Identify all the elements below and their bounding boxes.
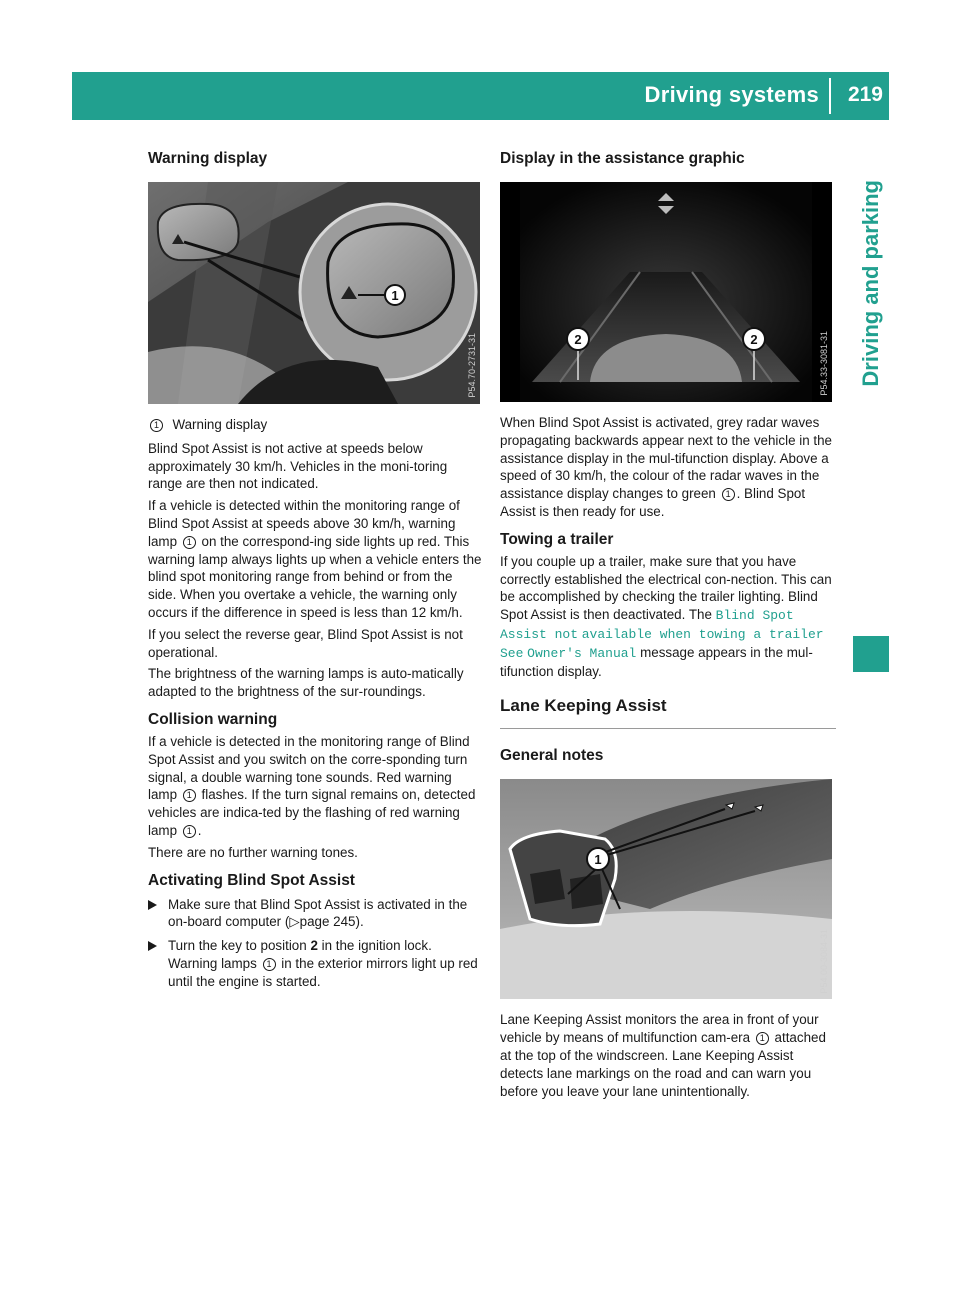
ref-number: 1 — [722, 488, 735, 501]
heading-general-notes: General notes — [500, 747, 604, 765]
left-column — [148, 150, 482, 995]
text-run: message appears in the mul-tifunction display. — [500, 644, 813, 679]
figure-code: P54.33-3081-31 — [819, 331, 829, 396]
figure-caption — [148, 416, 482, 434]
text-run: in the exterior mirrors light up red until the engine is started. — [168, 955, 478, 989]
paragraph: There are no further warning tones. — [148, 844, 358, 860]
heading-lane-keeping: Lane Keeping Assist — [500, 696, 836, 729]
instruction-step — [148, 896, 482, 932]
right-column — [500, 150, 836, 1104]
callout-2-left: 2 — [574, 332, 582, 347]
display-message: Owner's Manual — [527, 645, 637, 661]
heading-warning-display: Warning display — [148, 150, 268, 167]
mirror-warning-figure — [148, 182, 480, 404]
heading-collision-warning: Collision warning — [148, 710, 278, 728]
text-run: If you couple up a trailer, make sure that you have correctly established the electrical con-nection. This can be accomplished by checking the trailer lighting. Blind Spot Assist is then deactivated. The — [500, 553, 832, 623]
callout-2-right: 2 — [750, 332, 758, 347]
paragraph — [148, 733, 482, 840]
ref-number: 1 — [183, 825, 196, 838]
ref-number: 1 — [183, 789, 196, 802]
text-run: flashes. If the turn signal remains on, detected vehicles are indica-ted by the flashing of red warning lamp — [148, 787, 476, 838]
figure-code: P54.70-2731-31 — [467, 333, 477, 398]
text-run: . — [197, 822, 202, 838]
chapter-marker — [853, 636, 889, 672]
figure-code: P54.00-3084-31 — [819, 928, 829, 994]
paragraph: Blind Spot Assist is not active at speeds below approximately 30 km/h. Vehicles in the moni-toring range are then not indicated. — [148, 440, 448, 492]
chapter-tab-label: Driving and parking — [858, 180, 883, 387]
text-run: on the correspond-ing side lights up red. This warning lamp always lights up when a vehicle enters the blind spot monitoring range from behind or from the side. When you overtake a vehicle, the warning only occurs if the difference in speed is less than 12 km/h. — [148, 533, 482, 620]
mirror-illustration — [148, 182, 480, 404]
callout-1: 1 — [594, 852, 602, 868]
text-run: Make sure that Blind Spot Assist is activated in the on-board computer ( — [168, 896, 468, 930]
paragraph — [500, 1011, 836, 1100]
ref-number: 1 — [263, 958, 276, 971]
heading-towing: Towing a trailer — [500, 530, 614, 548]
text-run: Turn the key to position — [168, 938, 307, 954]
arrow-bullet-icon — [148, 941, 157, 951]
paragraph — [148, 497, 482, 622]
paragraph — [500, 553, 836, 681]
header-divider — [829, 78, 831, 114]
paragraph: The brightness of the warning lamps is auto-matically adapted to the brightness of the sur-roundings. — [148, 666, 464, 700]
page-ref-icon: ▷ — [289, 914, 300, 930]
text-run: . Blind Spot Assist is then ready for use. — [500, 486, 806, 519]
assistance-display-figure — [500, 182, 832, 402]
key-position: 2 — [310, 938, 318, 954]
chapter-tab — [853, 180, 889, 600]
instruction-step — [148, 937, 482, 990]
paragraph: If you select the reverse gear, Blind Spot Assist is not operational. — [148, 626, 463, 660]
ref-number: 1 — [183, 536, 196, 549]
windscreen-camera-figure — [500, 779, 832, 999]
page-ref-link[interactable]: page 245). — [299, 914, 364, 930]
heading-activating: Activating Blind Spot Assist — [148, 871, 355, 889]
heading-assistance-graphic: Display in the assistance graphic — [500, 150, 745, 167]
assistance-display-illustration — [500, 182, 832, 402]
text-run: in the ignition lock. Warning lamps — [168, 938, 432, 971]
caption-number: 1 — [150, 419, 163, 432]
text-run: When Blind Spot Assist is activated, grey radar waves propagating backwards appear next to the vehicle in the assistance display in the mul-tifunction display. Above a speed of 30 km/h, the colour of the radar waves in the assistance display changes to green — [500, 415, 833, 502]
text-run: If a vehicle is detected in the monitoring range of Blind Spot Assist and you switch on the corre-sponding turn signal, a double warning tone sounds. Red warning lamp — [148, 733, 470, 803]
callout-1: 1 — [391, 288, 399, 303]
arrow-bullet-icon — [148, 900, 157, 910]
text-run: Lane Keeping Assist monitors the area in front of your vehicle by means of multifunction cam-era — [500, 1012, 819, 1046]
section-title: Driving systems — [644, 82, 819, 107]
paragraph — [500, 414, 836, 521]
text-run: If a vehicle is detected within the monitoring range of Blind Spot Assist at speeds above 30 km/h, warning lamp — [148, 498, 460, 549]
page-header — [72, 72, 889, 120]
windscreen-illustration — [500, 779, 832, 999]
display-message: available when towing a trailer See — [500, 626, 824, 661]
caption-text: Warning display — [172, 417, 268, 432]
page-number: 219 — [847, 83, 883, 106]
display-message: Blind Spot Assist not — [500, 608, 794, 642]
text-run: attached at the top of the windscreen. Lane Keeping Assist detects lane markings on the road and can warn you before you leave your lane unintentionally. — [500, 1030, 826, 1099]
ref-number: 1 — [756, 1032, 769, 1045]
